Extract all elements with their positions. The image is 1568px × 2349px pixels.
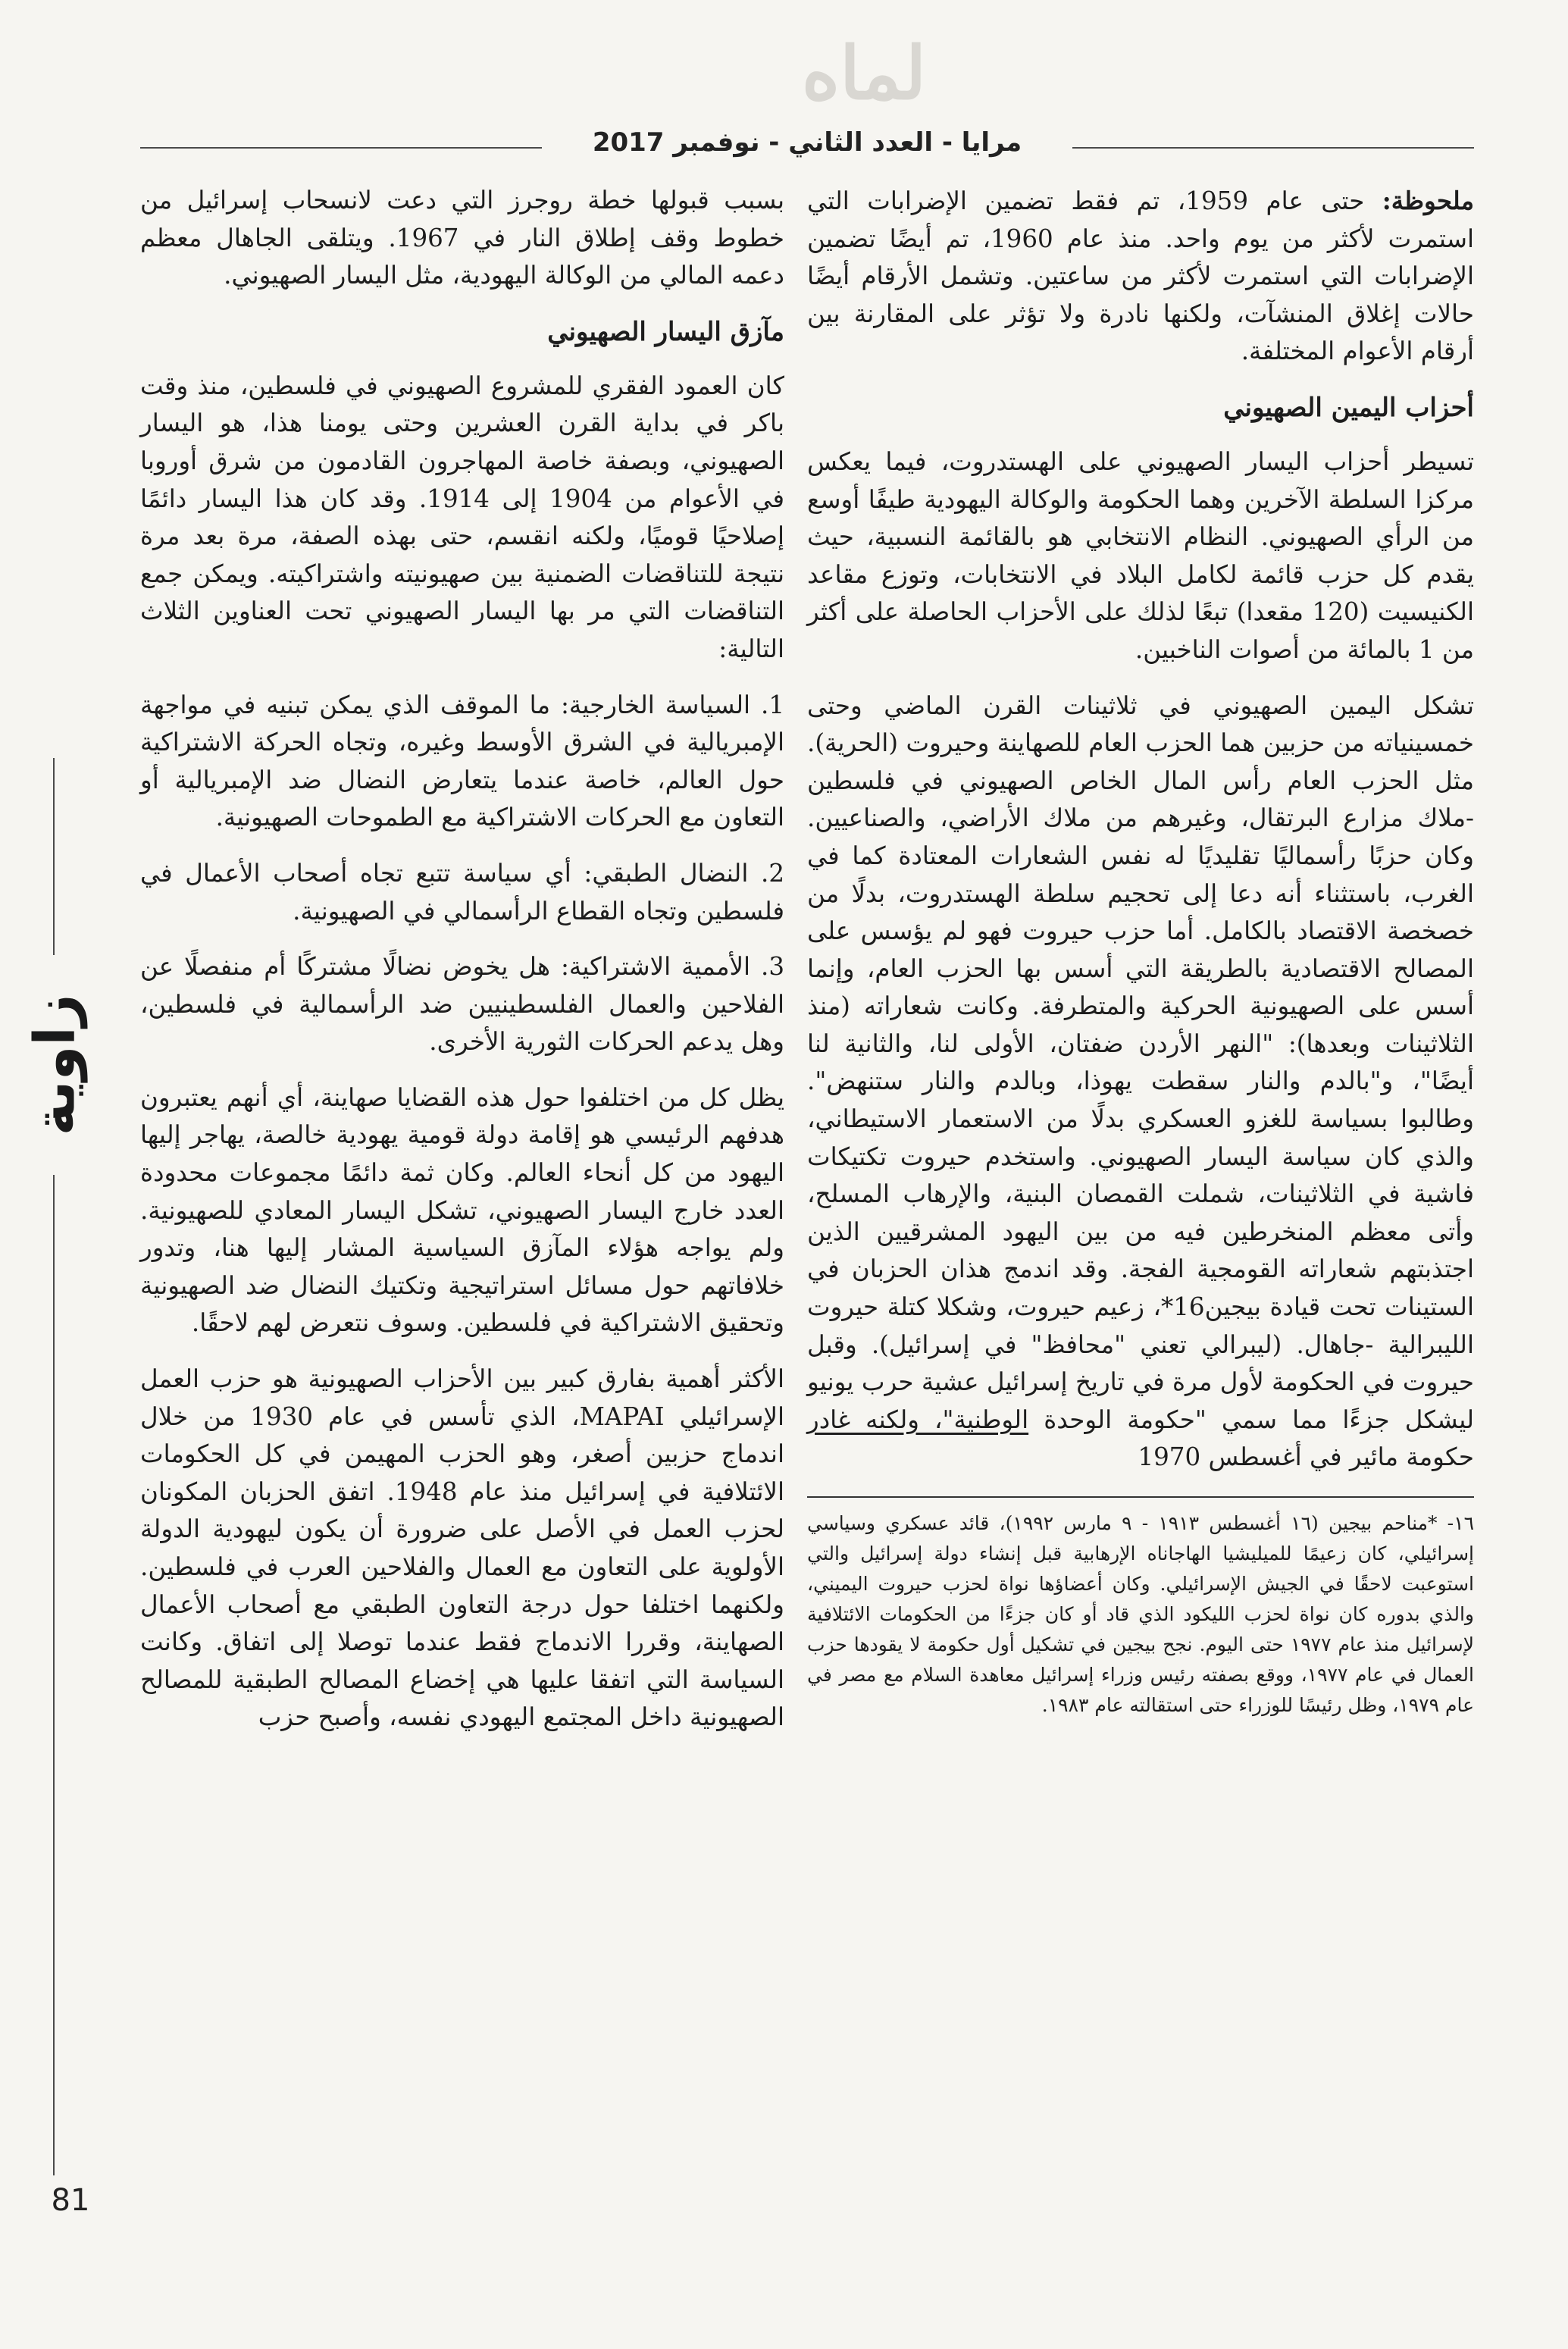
side-rule-bottom [53, 1175, 55, 2175]
running-header [140, 127, 1474, 173]
header-rule-right [1072, 147, 1474, 149]
list-item: 3. الأممية الاشتراكية: هل يخوض نضالًا مشتركًا أم منفصلًا عن الفلاحين والعمال الفلسطينيين ضد الرأسمالية في فلسطين، وهل يدعم الحركات الثورية الأخرى. [140, 952, 784, 1057]
side-rule-top [53, 758, 55, 955]
paragraph-anti-zionist-left: يظل كل من اختلفوا حول هذه القضايا صهاينة، أي أنهم يعتبرون هدفهم الرئيسي هو إقامة دولة قومية يهودية خالصة، يهاجر إليها اليهود من كل أنحاء العالم. وكان ثمة دائمًا مجموعات محدودة العدد خارج اليسار الصهيوني، تشكل اليسار المعادي للصهيونية. ولم يواجه هؤلاء المآزق السياسية المشار إليها هنا، وتدور خلافاتهم حول مسائل استراتيجية وتكتيك النضال ضد الصهيونية وتحقيق الاشتراكية في فلسطين. وسوف نتعرض لهم لاحقًا. [140, 1082, 784, 1338]
page-number: 81 [51, 2183, 90, 2218]
header-bleed-through-text: لماه [801, 30, 927, 116]
header-rule-left [140, 147, 542, 149]
section-tab [17, 963, 92, 1167]
dilemmas-list [140, 687, 784, 1061]
section-heading-zionist-right: أحزاب اليمين الصهيوني [1223, 392, 1474, 423]
paragraph-zionist-right-history [807, 687, 1474, 1477]
footnote-begin: ١٦- *مناحم بيجين (١٦ أغسطس ١٩١٣ - ٩ مارس ١٩٩٢)، قائد عسكري وسياسي إسرائيلي، كان زعيمًا للميليشيا الهاجاناه الإرهابية قبل إنشاء دولة إسرائيل والتي استوعبت لاحقًا في الجيش الإسرائيلي. وكان أعضاؤها نواة لحزب حيروت اليميني، والذي بدوره كان نواة لحزب الليكود الذي قاد أو كان جزءًا من الحكومات الائتلافية لإسرائيل منذ عام ١٩٧٧ حتى اليوم. نجح بيجين في تشكيل أول حكومة لا يقودها حزب العمال في عام ١٩٧٧، ووقع بصفته رئيس وزراء إسرائيل معاهدة السلام مع مصر في عام ١٩٧٩، وظل رئيسًا للوزراء حتى استقالته عام ١٩٨٣. [807, 1512, 1475, 1716]
paragraph-zionist-left-backbone: كان العمود الفقري للمشروع الصهيوني في فلسطين، منذ وقت باكر في بداية القرن العشرين وحتى يومنا هذا، هو اليسار الصهيوني، وبصفة خاصة المهاجرون القادمون من شرق أوروبا في الأعوام من 1904 إلى 1914. وقد كان هذا اليسار دائمًا إصلاحيًا قوميًا، ولكنه انقسم، حتى بهذه الصفة، مرة بعد مرة نتيجة للتناقضات الضمنية بين صهيونيته واشتراكيته. ويمكن جمع التناقضات التي مر بها اليسار الصهيوني تحت العناوين الثلاث التالية: [140, 371, 784, 663]
section-heading-zionist-left-dilemmas: مآزق اليسار الصهيوني [547, 316, 784, 347]
paragraph-body: تشكل اليمين الصهيوني في ثلاثينات القرن الماضي وحتى خمسينياته من حزبين هما الحزب العام للصهاينة وحيروت (الحرية). مثل الحزب العام رأس المال الخاص الصهيوني في فلسطين -ملاك مزارع البرتقال، وغيرهم من ملاك الأراضي، والصناعيين. وكان حزبًا رأسماليًا تقليديًا له نفس الشعارات المعتادة كما في الغرب، باستثناء أنه دعا إلى تحجيم سلطة الهستدروت، بدلًا من خصخصة الاقتصاد بالكامل. أما حزب حيروت فهو لم يؤسس على المصالح الاقتصادية بالطريقة التي أسس بها الحزب العام، وإنما أسس على الصهيونية الحركية والمتطرفة. وكانت شعاراته (منذ الثلاثينات وبعدها): "النهر الأردن ضفتان، الأولى لنا، والثانية لنا أيضًا"، و"بالدم والنار سقطت يهوذا، وبالدم والنار ستنهض". وطالبوا بسياسة للغزو العسكري بدلًا من الاستعمار الاستيطاني، والذي كان سياسة اليسار الصهيوني. واستخدم حيروت تكتيكات فاشية في الثلاثينات، شملت القمصان البنية، والإرهاب المسلح، وأتى معظم المنخرطين فيه من بين اليهود المشرقيين الذين اجتذبتهم شعاراته القومجية الفجة. وقد اندمج هذان الحزبان في الستينات تحت قيادة بيجين16*، زعيم حيروت، وشكلا كتلة حيروت الليبرالية -جاهال. (ليبرالي تعني "محافظ" في إسرائيل). وقبل حيروت في الحكومة لأول مرة في تاريخ إسرائيل عشية حرب يونيو ليشكل جزءًا مما سمي "حكومة الوحدة [807, 691, 1475, 1434]
list-item: 1. السياسة الخارجية: ما الموقف الذي يمكن تبنيه في مواجهة الإمبريالية في الشرق الأوسط وغيره، وتجاه الحركة الاشتراكية حول العالم، خاصة عندما يتعارض النضال ضد الإمبريالية أو التعاون مع الحركات الاشتراكية مع الطموحات الصهيونية. [140, 690, 784, 832]
paragraph-continuation: بسبب قبولها خطة روجرز التي دعت لانسحاب إسرائيل من خطوط وقف إطلاق النار في 1967. ويتلقى الجاهال معظم دعمه المالي من الوكالة اليهودية، مثل اليسار الصهيوني. [140, 186, 784, 290]
paragraph-mapai: الأكثر أهمية بفارق كبير بين الأحزاب الصهيونية هو حزب العمل الإسرائيلي MAPAI، الذي تأسس في عام 1930 من خلال اندماج حزبين أصغر، وهو الحزب المهيمن في كل الحكومات الائتلافية في إسرائيل منذ عام 1948. اتفق الحزبان المكونان لحزب العمل في الأصل على ضرورة أن يكون ليهودية الدولة الأولوية على التعاون مع العمال والفلاحين العرب في فلسطين. ولكنهما اختلفا حول درجة التعاون الطبقي مع أصحاب الأعمال الصهاينة، وقررا الاندماج فقط عندما توصلا إلى اتفاق. وكانت السياسة التي اتفقا عليها هي إخضاع المصالح الطبقية للمصالح الصهيونية داخل المجتمع اليهودي نفسه، وأصبح حزب [140, 1364, 785, 1732]
section-tab-label: زاوية [22, 994, 88, 1136]
paragraph-tail: حكومة مائير في أغسطس 1970 [1138, 1442, 1474, 1472]
right-column [807, 182, 1474, 1739]
note-text: حتى عام 1959، تم فقط تضمين الإضرابات التي استمرت لأكثر من يوم واحد. منذ عام 1960، تم أيضًا تضمين الإضرابات التي استمرت لأكثر من ساعتين. وتشمل الأرقام أيضًا حالات إغلاق المنشآت، ولكنها نادرة ولا تؤثر على المقارنة بين أرقام الأعوام المختلفة. [807, 186, 1474, 366]
left-column [140, 182, 784, 1755]
statistics-note [807, 182, 1474, 371]
paragraph-histadrut-control: تسيطر أحزاب اليسار الصهيوني على الهستدروت، فيما يعكس مركزا السلطة الآخرين وهما الحكومة والوكالة اليهودية طيفًا أوسع من الرأي الصهيوني. النظام الانتخابي هو بالقائمة النسبية، حيث يقدم كل حزب قائمة لكامل البلاد في الانتخابات، وتوزع مقاعد الكنيسيت (120 مقعدا) تبعًا لذلك على الأحزاب الحاصلة على أكثر من 1 بالمائة من أصوات الناخبين. [807, 446, 1474, 664]
footnote-rule [807, 1496, 1474, 1498]
running-header-title: مرايا - العدد الثاني - نوفمبر 2017 [592, 127, 1022, 158]
underlined-phrase: الوطنية"، ولكنه غادر [807, 1405, 1029, 1434]
note-label: ملحوظة: [1382, 186, 1474, 215]
list-item: 2. النضال الطبقي: أي سياسة تتبع تجاه أصحاب الأعمال في فلسطين وتجاه القطاع الرأسمالي في الصهيونية. [140, 858, 784, 926]
